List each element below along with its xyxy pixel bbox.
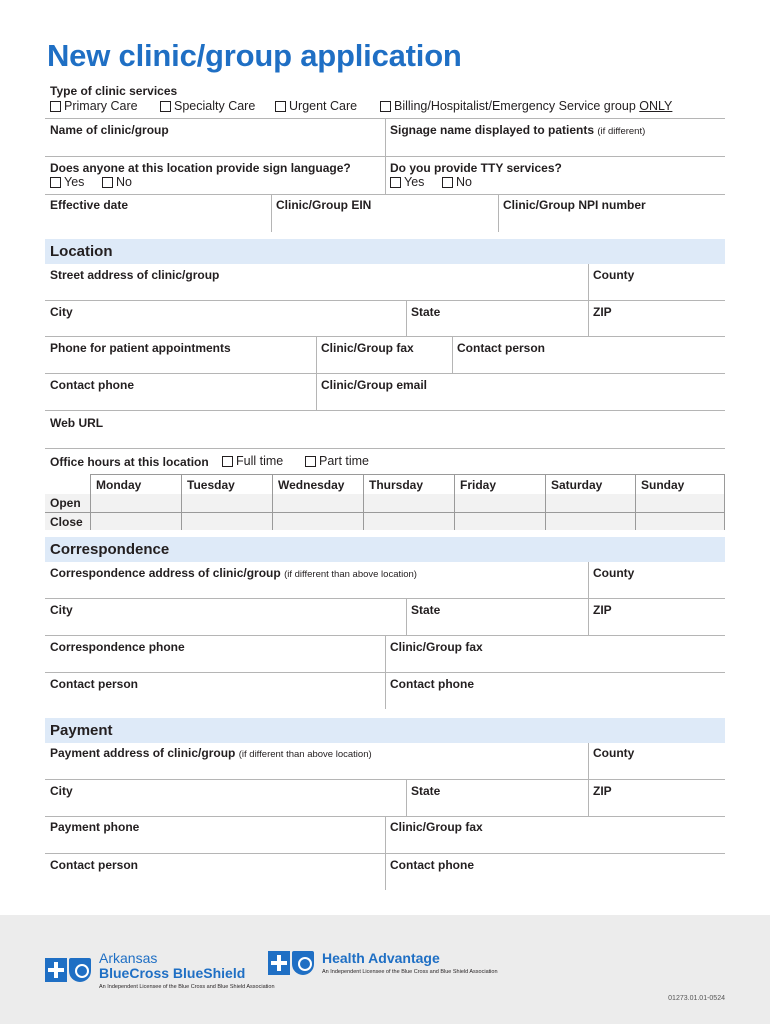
contact-phone-label: Contact phone (390, 677, 474, 691)
checkbox-icon[interactable] (390, 177, 401, 188)
county-label: County (593, 746, 635, 760)
contact-person-label: Contact person (457, 341, 546, 355)
day-header: Friday (454, 474, 545, 494)
hours-cell[interactable] (181, 494, 272, 512)
clinic-name-label: Name of clinic/group (50, 123, 169, 137)
location-section-header: Location (45, 239, 725, 264)
hours-cell[interactable] (272, 494, 363, 512)
day-header: Wednesday (272, 474, 363, 494)
checkbox-icon[interactable] (50, 101, 61, 112)
state-label: State (411, 603, 441, 617)
sign-language-label: Does anyone at this location provide sign language? (50, 161, 351, 175)
day-header: Monday (90, 474, 181, 494)
fax-label: Clinic/Group fax (321, 341, 414, 355)
correspondence-section-header: Correspondence (45, 537, 725, 562)
billing-group-option[interactable]: Billing/Hospitalist/Emergency Service group ONLY (380, 99, 672, 113)
blue-cross-icon (268, 951, 290, 975)
city-label: City (50, 603, 73, 617)
payment-section-header: Payment (45, 718, 725, 743)
hours-cell[interactable] (545, 512, 635, 530)
sign-language-yes[interactable]: Yes (50, 175, 84, 189)
day-header: Sunday (635, 474, 725, 494)
checkbox-icon[interactable] (102, 177, 113, 188)
state-label: State (411, 784, 441, 798)
open-row-label: Open (45, 494, 90, 512)
hours-cell[interactable] (635, 512, 725, 530)
hours-cell[interactable] (454, 494, 545, 512)
checkbox-icon[interactable] (305, 456, 316, 467)
specialty-care-option[interactable]: Specialty Care (160, 99, 255, 113)
state-label: State (411, 305, 441, 319)
document-number: 01273.01.01-0524 (668, 995, 725, 1002)
hours-cell[interactable] (454, 512, 545, 530)
contact-phone-label: Contact phone (50, 378, 134, 392)
tty-yes[interactable]: Yes (390, 175, 424, 189)
hours-cell[interactable] (363, 494, 454, 512)
blue-cross-icon (45, 958, 67, 982)
day-header: Saturday (545, 474, 635, 494)
payment-address-label: Payment address of clinic/group (if different than above location) (50, 746, 372, 760)
day-header: Tuesday (181, 474, 272, 494)
health-advantage-logo: Health Advantage An Independent Licensee of the Blue Cross and Blue Shield Association (268, 951, 498, 975)
phone-appointments-label: Phone for patient appointments (50, 341, 231, 355)
email-label: Clinic/Group email (321, 378, 428, 392)
hours-cell[interactable] (181, 512, 272, 530)
contact-phone-label: Contact phone (390, 858, 474, 872)
zip-label: ZIP (593, 784, 612, 798)
city-label: City (50, 305, 73, 319)
tty-no[interactable]: No (442, 175, 472, 189)
checkbox-icon[interactable] (50, 177, 61, 188)
checkbox-icon[interactable] (222, 456, 233, 467)
npi-label: Clinic/Group NPI number (503, 198, 646, 212)
fax-label: Clinic/Group fax (390, 820, 483, 834)
tty-label: Do you provide TTY services? (390, 161, 562, 175)
blue-shield-icon (69, 958, 91, 982)
checkbox-icon[interactable] (442, 177, 453, 188)
signage-name-label: Signage name displayed to patients (if different) (390, 123, 646, 137)
type-of-services-label: Type of clinic services (50, 84, 178, 98)
close-row-label: Close (45, 512, 90, 530)
full-time-option[interactable]: Full time (222, 454, 283, 468)
correspondence-address-label: Correspondence address of clinic/group (if different than above location) (50, 566, 417, 580)
urgent-care-option[interactable]: Urgent Care (275, 99, 357, 113)
hours-cell[interactable] (90, 512, 181, 530)
hours-cell[interactable] (635, 494, 725, 512)
sign-language-no[interactable]: No (102, 175, 132, 189)
zip-label: ZIP (593, 603, 612, 617)
office-hours-label: Office hours at this location (50, 455, 209, 469)
hours-cell[interactable] (363, 512, 454, 530)
correspondence-phone-label: Correspondence phone (50, 640, 185, 654)
checkbox-icon[interactable] (275, 101, 286, 112)
checkbox-icon[interactable] (380, 101, 391, 112)
hours-cell[interactable] (272, 512, 363, 530)
city-label: City (50, 784, 73, 798)
ein-label: Clinic/Group EIN (276, 198, 372, 212)
day-header: Thursday (363, 474, 454, 494)
zip-label: ZIP (593, 305, 612, 319)
hours-cell[interactable] (90, 494, 181, 512)
web-url-label: Web URL (50, 416, 104, 430)
hours-cell[interactable] (545, 494, 635, 512)
effective-date-label: Effective date (50, 198, 129, 212)
fax-label: Clinic/Group fax (390, 640, 483, 654)
office-hours-table (45, 474, 725, 530)
contact-person-label: Contact person (50, 858, 139, 872)
checkbox-icon[interactable] (160, 101, 171, 112)
page-title: New clinic/group application (47, 38, 462, 73)
county-label: County (593, 566, 635, 580)
part-time-option[interactable]: Part time (305, 454, 369, 468)
payment-phone-label: Payment phone (50, 820, 140, 834)
primary-care-option[interactable]: Primary Care (50, 99, 138, 113)
arkansas-bcbs-logo: Arkansas BlueCross BlueShield An Independent Licensee of the Blue Cross and Blue Shield Association (45, 951, 275, 990)
blue-shield-icon (292, 951, 314, 975)
street-address-label: Street address of clinic/group (50, 268, 220, 282)
county-label: County (593, 268, 635, 282)
contact-person-label: Contact person (50, 677, 139, 691)
